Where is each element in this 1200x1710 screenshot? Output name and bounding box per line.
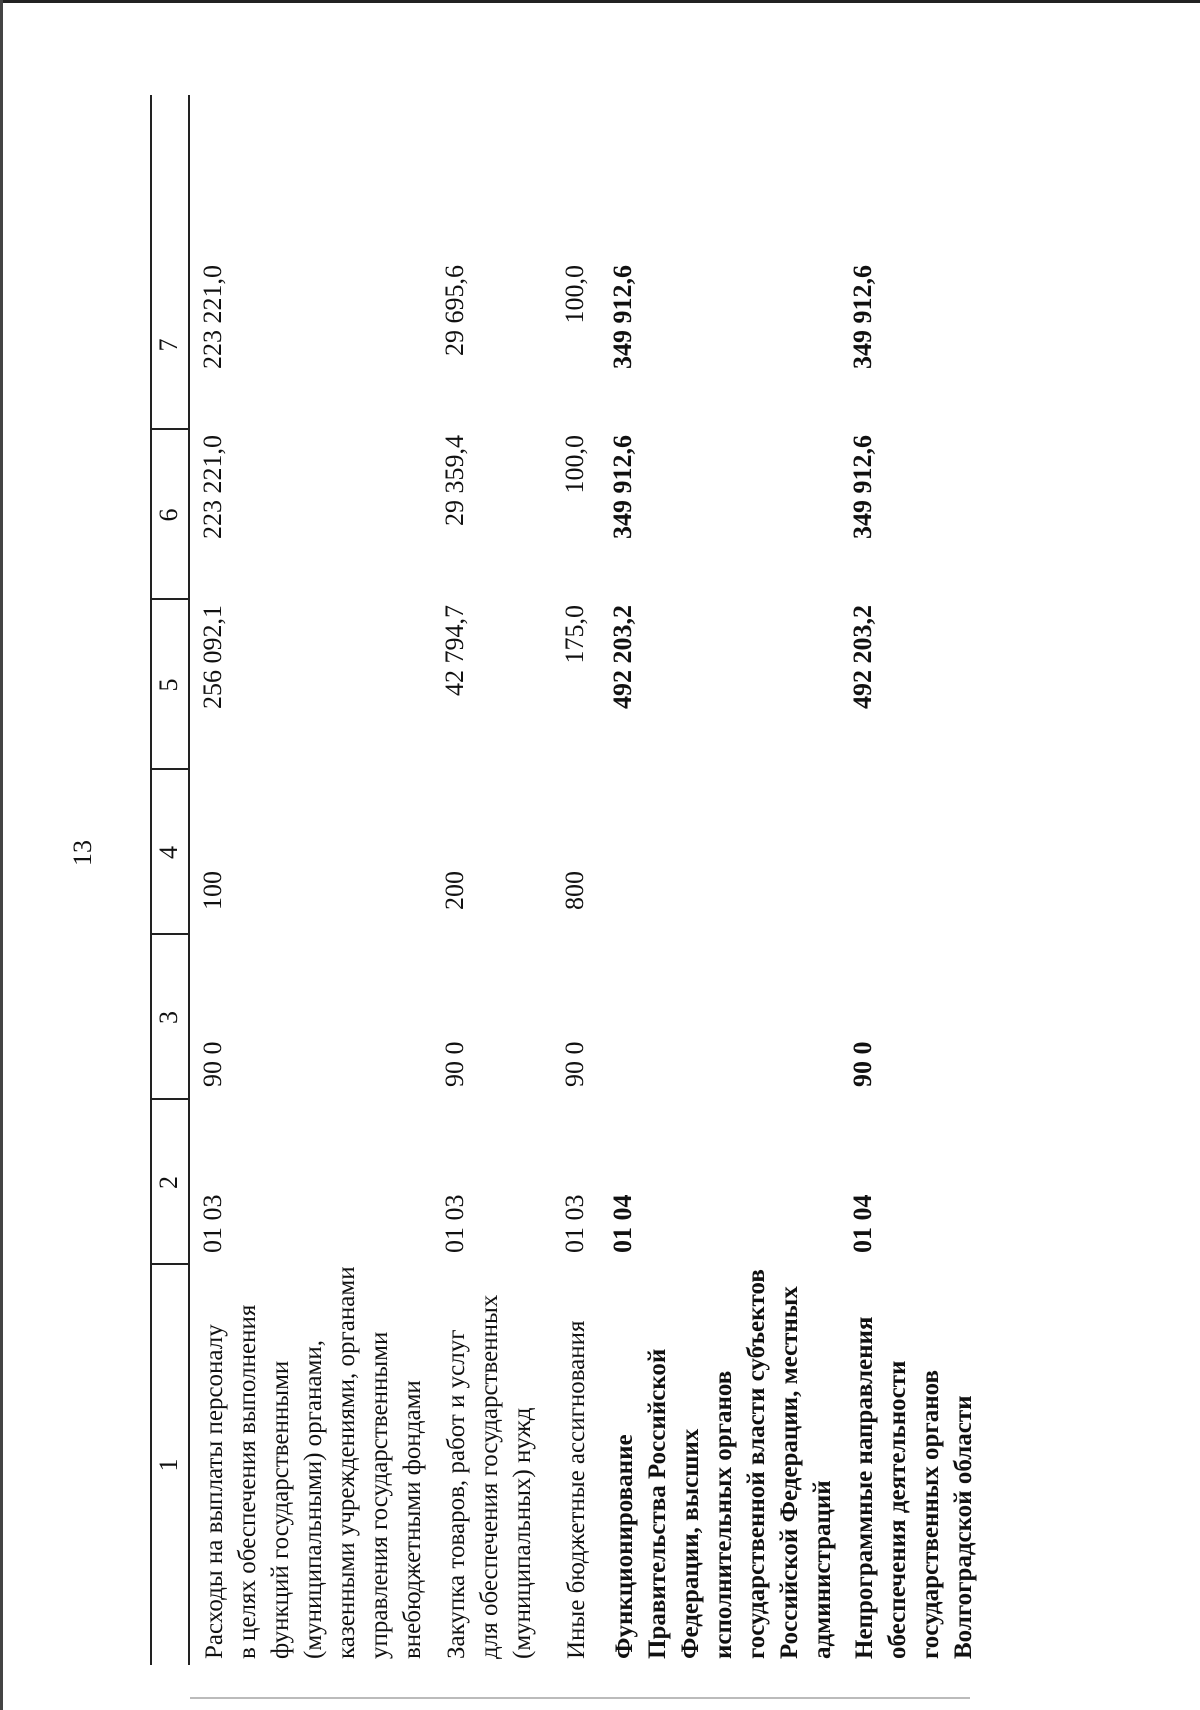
cell-amount-5: 42 794,7 [440,605,469,696]
row-line: администраций [809,1480,836,1659]
table-row-name [440,1259,539,1659]
row-line: обеспечения деятельности [884,1360,911,1659]
header-col-1: 1 [154,1458,183,1472]
row-line: Расходы на выплаты персоналу [201,1324,228,1659]
header-col-7: 7 [154,338,183,352]
row-line: государственной власти субъектов [743,1269,770,1659]
cell-amount-7: 349 912,6 [848,265,877,369]
scan-edge-top [0,0,1200,3]
cell-section: 01 04 [608,1194,637,1253]
table-row-name [198,1259,429,1659]
cell-section: 01 03 [198,1194,227,1253]
cell-amount-7: 349 912,6 [608,265,637,369]
row-line: казенными учреждениями, органами [333,1266,360,1659]
cell-amount-6: 100,0 [560,435,589,494]
cell-amount-6: 349 912,6 [608,435,637,539]
cell-amount-7: 223 221,0 [198,265,227,369]
table-row-name [560,1259,593,1659]
row-line: государственных органов [917,1369,944,1659]
row-line: Правительства Российской [644,1348,671,1659]
cell-target: 90 0 [560,1041,589,1087]
cell-amount-7: 100,0 [560,265,589,324]
table-row-name [608,1239,839,1659]
cell-section: 01 03 [560,1194,589,1253]
header-col-3: 3 [154,1011,183,1024]
cell-target: 90 0 [198,1041,227,1087]
cell-type: 200 [440,871,469,910]
cell-target: 90 0 [848,1041,877,1087]
scan-edge-left [0,0,3,1710]
table-top-border [150,95,152,1665]
header-col-4: 4 [154,846,183,859]
row-line: Закупка товаров, работ и услуг [443,1329,470,1659]
row-line: исполнительных органов [710,1370,737,1659]
row-line: управления государственными [366,1331,393,1659]
budget-table [150,95,977,1665]
cell-type: 100 [198,871,227,910]
table-row-name [848,1259,980,1659]
cell-target: 90 0 [440,1041,469,1087]
row-line: Непрограммные направления [851,1316,878,1659]
row-line: Функционирование [611,1434,638,1659]
row-line: Российской Федерации, местных [776,1286,803,1659]
cell-section: 01 03 [440,1194,469,1253]
cell-amount-5: 256 092,1 [198,605,227,709]
cell-amount-5: 492 203,2 [848,605,877,709]
row-line: в целях обеспечения выполнения [234,1304,261,1659]
cell-section: 01 04 [848,1194,877,1253]
row-line: функций государственными [267,1360,294,1659]
cell-amount-5: 492 203,2 [608,605,637,709]
header-col-2: 2 [154,1176,183,1189]
header-col-5: 5 [154,678,183,692]
row-line: (муниципальными) органами, [300,1340,327,1659]
row-line: Волгоградской области [950,1395,977,1659]
header-col-6: 6 [154,508,183,522]
row-line: (муниципальных) нужд [509,1407,536,1659]
page-number: 13 [68,840,97,866]
row-line: внебюджетными фондами [399,1380,426,1659]
scan-edge-bottom [190,1697,970,1699]
cell-amount-7: 29 695,6 [440,265,469,356]
cell-amount-6: 223 221,0 [198,435,227,539]
row-line: для обеспечения государственных [476,1294,503,1659]
cell-amount-6: 349 912,6 [848,435,877,539]
row-line: Федерации, высших [677,1428,704,1659]
cell-amount-5: 175,0 [560,605,589,664]
cell-amount-6: 29 359,4 [440,435,469,526]
row-line: Иные бюджетные ассигнования [563,1320,590,1659]
cell-type: 800 [560,871,589,910]
header-bottom-border [188,95,190,1665]
